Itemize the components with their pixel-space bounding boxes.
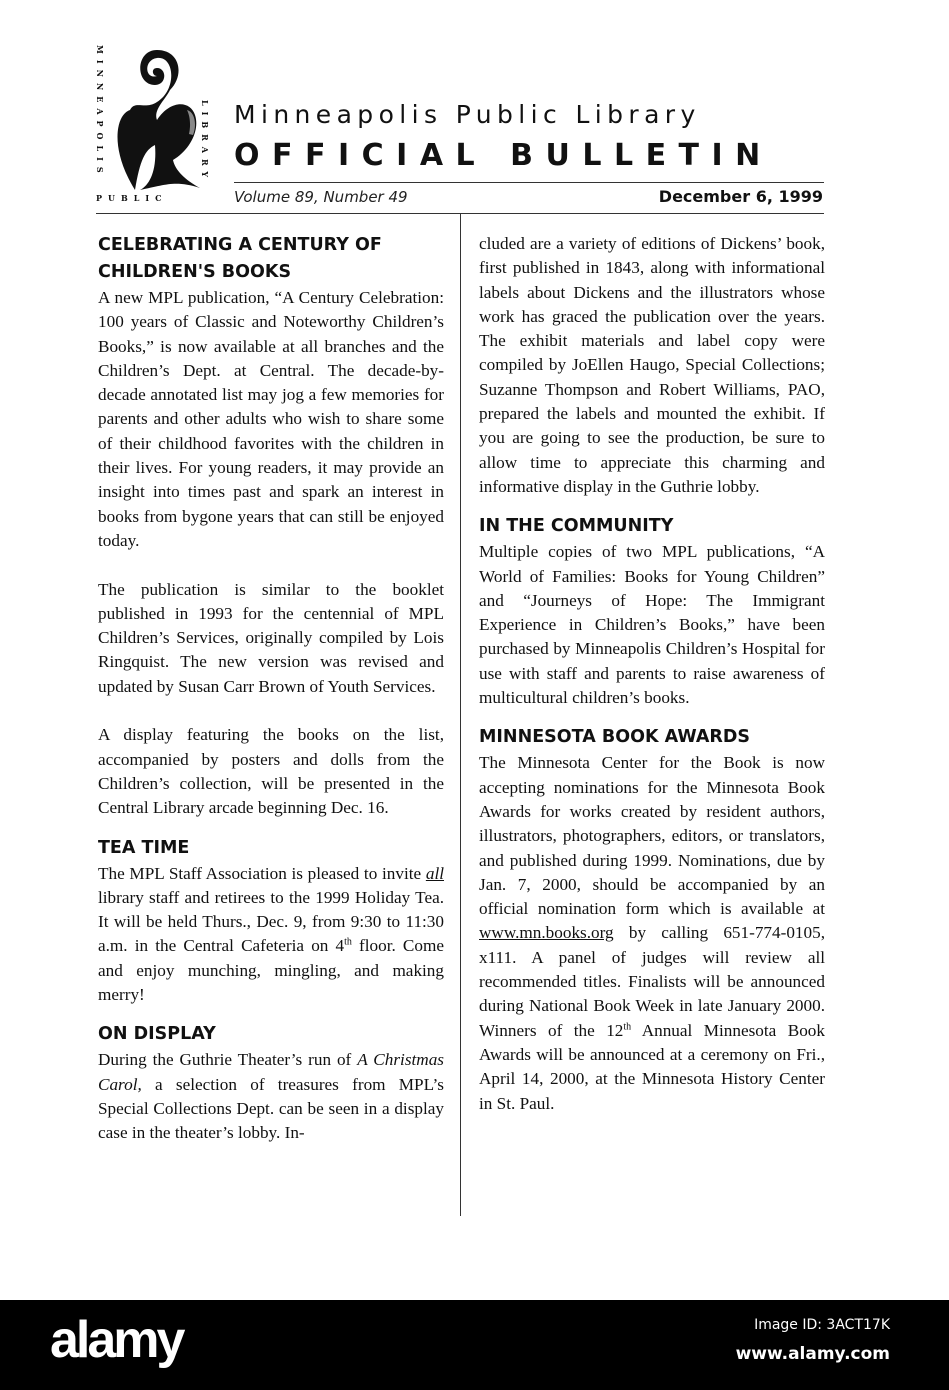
bulletin-title: OFFICIAL BULLETIN <box>234 138 773 173</box>
watermark-brand: alamy <box>50 1311 183 1369</box>
logo-text-library: LIBRARY <box>200 100 210 184</box>
paragraph: cluded are a variety of editions of Dickens’ book, first published in 1843, along with informational labels about Dickens and the illustrators whose work has graced the publication over the years. The exhibit materials and label copy were compiled by JoEllen Haugo, Special Collections; Suzanne Thompson and Robert Williams, PAO, prepared the labels and mounted the exhibit. If you are going to see the production, be sure to allow time to appreciate this charming and informative display in the Guthrie lobby. <box>479 234 825 496</box>
awards-link[interactable]: www.mn.books.org <box>479 923 614 943</box>
paragraph: A new MPL publication, “A Century Celebration: 100 years of Classic and Noteworthy Children’s Books,” is now available at all branches and the Children’s Dept. at Central. The decade-by-decade annotated list may jog a few memories for parents and other adults who wish to share some of their childhood favorites with the children in their lives. For young readers, it may provide an insight into times past and spark an interest in books from bygone years that can still be enjoyed today. <box>98 288 444 550</box>
left-column <box>98 232 444 1146</box>
section-heading: MINNESOTA BOOK AWARDS <box>479 727 751 748</box>
issue-date: December 6, 1999 <box>658 187 823 206</box>
watermark-url: www.alamy.com <box>735 1344 890 1364</box>
paragraph: During the Guthrie Theater’s run of A Christmas Carol, a selection of treasures from MPL’s Special Collections Dept. can be seen in a display case in the theater’s lobby. In- <box>98 1050 444 1143</box>
section-heading: IN THE COMMUNITY <box>479 516 674 537</box>
right-column <box>479 232 825 1116</box>
paragraph: A display featuring the books on the list, accompanied by posters and dolls from the Children’s collection, will be presented in the Central Library arcade beginning Dec. 16. <box>98 725 444 818</box>
paragraph: Multiple copies of two MPL publications, “A World of Families: Books for Young Children” and “Journeys of Hope: The Immigrant Experience in Children’s Books,” have been purchased by Minneapolis Children’s Hospital for use with staff and parents to raise awareness of multicultural children’s books. <box>479 542 825 708</box>
volume-number: Volume 89, Number 49 <box>234 188 408 206</box>
watermark-bar <box>0 1300 949 1390</box>
section-heading: TEA TIME <box>98 837 190 858</box>
section-heading: ON DISPLAY <box>98 1024 216 1045</box>
section-heading: CELEBRATING A CENTURY OF CHILDREN'S BOOKS <box>98 235 382 282</box>
logo-text-minneapolis: MINNEAPOLIS <box>95 45 105 179</box>
watermark-image-id: Image ID: 3ACT17K <box>754 1317 890 1333</box>
logo-text-public: PUBLIC <box>96 193 168 203</box>
column-divider <box>460 214 461 1216</box>
library-name: Minneapolis Public Library <box>234 100 701 129</box>
header-rule <box>234 182 824 183</box>
paragraph: The Minnesota Center for the Book is now accepting nominations for the Minnesota Book Awards for works created by resident authors, illustrators, photographers, editors, or translators, and published during 1999. Nominations, due by Jan. 7, 2000, should be accompanied by an official nomination form which is available at www.mn.books.org by calling 651-774-0105, x111. A panel of judges will review all recommended titles. Finalists will be announced during National Book Week in late January 2000. Winners of the 12th Annual Minnesota Book Awards will be announced at a ceremony on Fri., April 14, 2000, at the Minnesota History Center in St. Paul. <box>479 753 825 1113</box>
paragraph: The MPL Staff Association is pleased to invite all library staff and retirees to the 1999 Holiday Tea. It will be held Thurs., Dec. 9, from 9:30 to 11:30 a.m. in the Central Cafeteria on 4th floor. Come and enjoy munching, mingling, and making merry! <box>98 863 444 1005</box>
paragraph: The publication is similar to the booklet published in 1993 for the centennial of MPL Children’s Services, originally compiled by Lois Ringquist. The new version was revised and updated by Susan Carr Brown of Youth Services. <box>98 579 444 696</box>
